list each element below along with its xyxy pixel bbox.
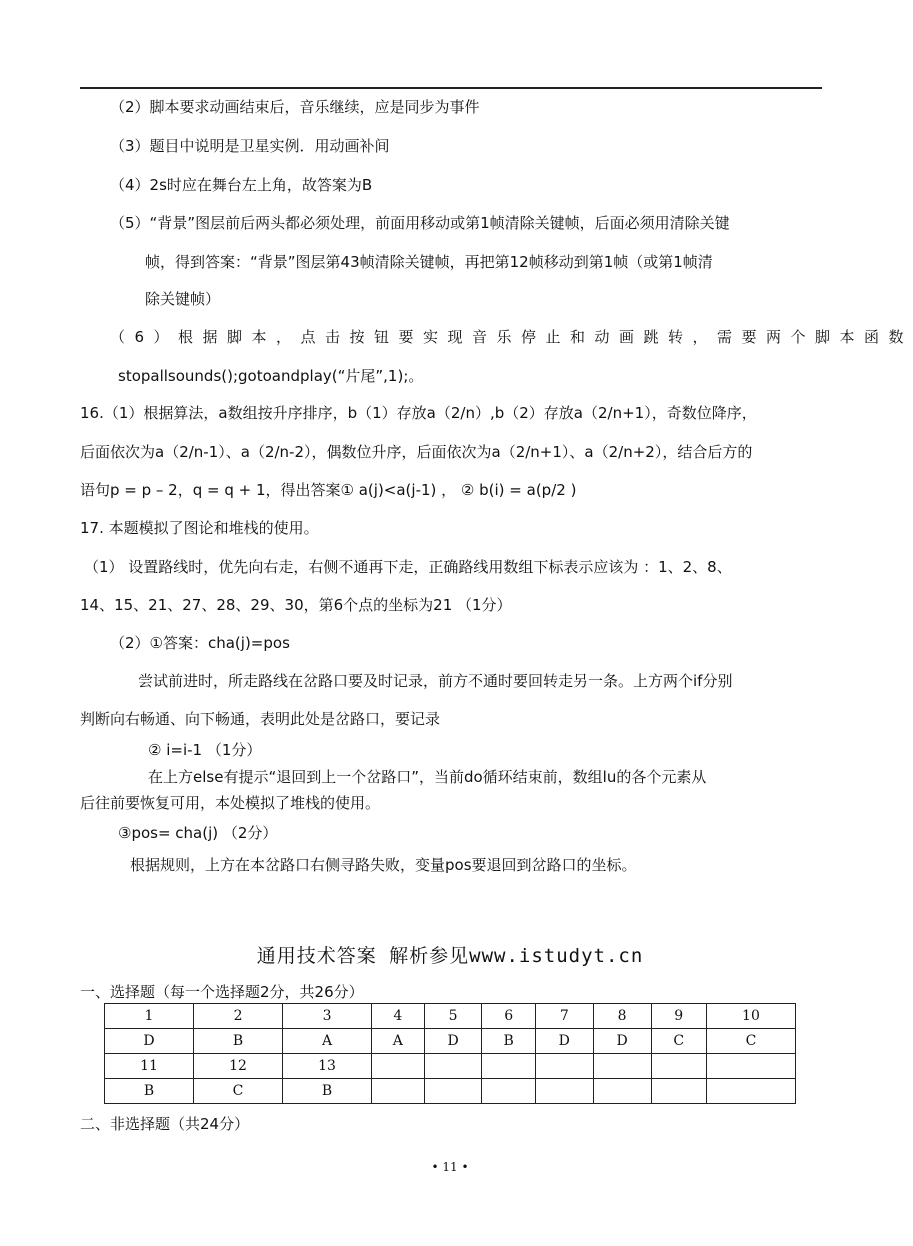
table-cell: 13 xyxy=(283,1054,372,1079)
q17-part2-explain-5: 根据规则，上方在本岔路口右侧寻路失败，变量pos要退回到岔路口的坐标。 xyxy=(130,856,637,874)
q17-part2-explain-2: 判断向右畅通、向下畅通，表明此处是岔路口，要记录 xyxy=(80,710,441,728)
q16-line-1: 16.（1）根据算法，a数组按升序排序，b（1）存放a（2/n）,b（2）存放a（2/n+1），奇数位降序， xyxy=(80,404,757,422)
answer-line-5-cont: 帧，得到答案：“背景”图层第43帧清除关键帧，再把第12帧移动到第1帧（或第1帧清 xyxy=(145,253,713,271)
q17-part2-answer2: ② i=i-1 （1分） xyxy=(148,741,262,759)
q16-line-3: 语句p = p – 2，q = q + 1，得出答案① a(j)<a(j-1) ， ② b(i) = a(p/2 ) xyxy=(80,481,577,499)
answer-table xyxy=(104,1003,796,1104)
nonchoice-heading: 二、非选择题（共24分） xyxy=(80,1115,250,1133)
table-cell xyxy=(535,1079,593,1104)
table-cell: D xyxy=(535,1029,593,1054)
q17-part2-explain-4: 后往前要恢复可用，本处模拟了堆栈的使用。 xyxy=(80,794,381,812)
table-cell xyxy=(593,1054,651,1079)
table-cell: 7 xyxy=(535,1004,593,1029)
table-row xyxy=(105,1079,796,1104)
table-row xyxy=(105,1004,796,1029)
table-cell: 11 xyxy=(105,1054,194,1079)
q17-heading: 17. 本题模拟了图论和堆栈的使用。 xyxy=(80,519,319,537)
table-row xyxy=(105,1054,796,1079)
table-cell: A xyxy=(372,1029,425,1054)
table-cell: A xyxy=(283,1029,372,1054)
answer-line-6: （6）根据脚本，点击按钮要实现音乐停止和动画跳转，需要两个脚本函数 xyxy=(110,328,913,346)
table-cell: C xyxy=(706,1029,795,1054)
table-cell: C xyxy=(651,1029,706,1054)
q17-part1-line-2: 14、15、21、27、28、29、30，第6个点的坐标为21 （1分） xyxy=(80,596,512,614)
table-cell: 12 xyxy=(194,1054,283,1079)
q17-part2-answer3: ③pos= cha(j) （2分） xyxy=(118,824,278,842)
q16-line-2: 后面依次为a（2/n-1）、a（2/n-2），偶数位升序，后面依次为a（2/n+1）、a（2/n+2），结合后方的 xyxy=(80,443,753,461)
table-cell xyxy=(706,1054,795,1079)
q17-part2-explain-3: 在上方else有提示“退回到上一个岔路口”，当前do循环结束前，数组lu的各个元素从 xyxy=(148,768,707,786)
answer-line-4: （4）2s时应在舞台左上角，故答案为B xyxy=(110,176,373,194)
table-cell: 6 xyxy=(482,1004,535,1029)
answer-line-2: （2）脚本要求动画结束后，音乐继续，应是同步为事件 xyxy=(110,98,480,116)
table-cell xyxy=(651,1079,706,1104)
table-cell xyxy=(706,1079,795,1104)
table-cell: B xyxy=(194,1029,283,1054)
choice-heading: 一、选择题（每一个选择题2分，共26分） xyxy=(80,983,364,1001)
answer-line-6-script: stopallsounds();gotoandplay(“片尾”,1);。 xyxy=(118,367,424,385)
page-number: • 11 • xyxy=(431,1160,469,1174)
table-cell: D xyxy=(424,1029,482,1054)
table-cell xyxy=(424,1054,482,1079)
section-title: 通用技术答案 解析参见www.istudyt.cn xyxy=(256,945,644,967)
q17-part1-line-1: （1） 设置路线时，优先向右走，右侧不通再下走，正确路线用数组下标表示应该为 ：1、2、8、 xyxy=(84,558,732,576)
answer-line-5: （5）“背景”图层前后两头都必须处理，前面用移动或第1帧清除关键帧，后面必须用清除关键 xyxy=(110,214,730,232)
q17-part2-explain-1: 尝试前进时，所走路线在岔路口要及时记录，前方不通时要回转走另一条。上方两个if分别 xyxy=(138,672,733,690)
table-cell: 10 xyxy=(706,1004,795,1029)
table-cell: D xyxy=(105,1029,194,1054)
top-rule xyxy=(80,87,822,89)
table-cell: D xyxy=(593,1029,651,1054)
table-cell xyxy=(482,1079,535,1104)
table-row xyxy=(105,1029,796,1054)
table-cell: 1 xyxy=(105,1004,194,1029)
table-cell: C xyxy=(194,1079,283,1104)
table-cell: B xyxy=(482,1029,535,1054)
table-cell: 2 xyxy=(194,1004,283,1029)
table-cell xyxy=(372,1079,425,1104)
table-cell xyxy=(482,1054,535,1079)
table-cell xyxy=(535,1054,593,1079)
table-cell xyxy=(593,1079,651,1104)
answer-line-3: （3）题目中说明是卫星实例．用动画补间 xyxy=(110,137,390,155)
table-cell xyxy=(424,1079,482,1104)
table-cell: 3 xyxy=(283,1004,372,1029)
table-cell: 5 xyxy=(424,1004,482,1029)
table-cell xyxy=(651,1054,706,1079)
table-cell xyxy=(372,1054,425,1079)
table-cell: B xyxy=(105,1079,194,1104)
answer-line-5-end: 除关键帧） xyxy=(145,290,221,308)
q17-part2-answer1: （2）①答案：cha(j)=pos xyxy=(110,634,290,652)
table-cell: 9 xyxy=(651,1004,706,1029)
table-cell: B xyxy=(283,1079,372,1104)
table-cell: 4 xyxy=(372,1004,425,1029)
table-cell: 8 xyxy=(593,1004,651,1029)
